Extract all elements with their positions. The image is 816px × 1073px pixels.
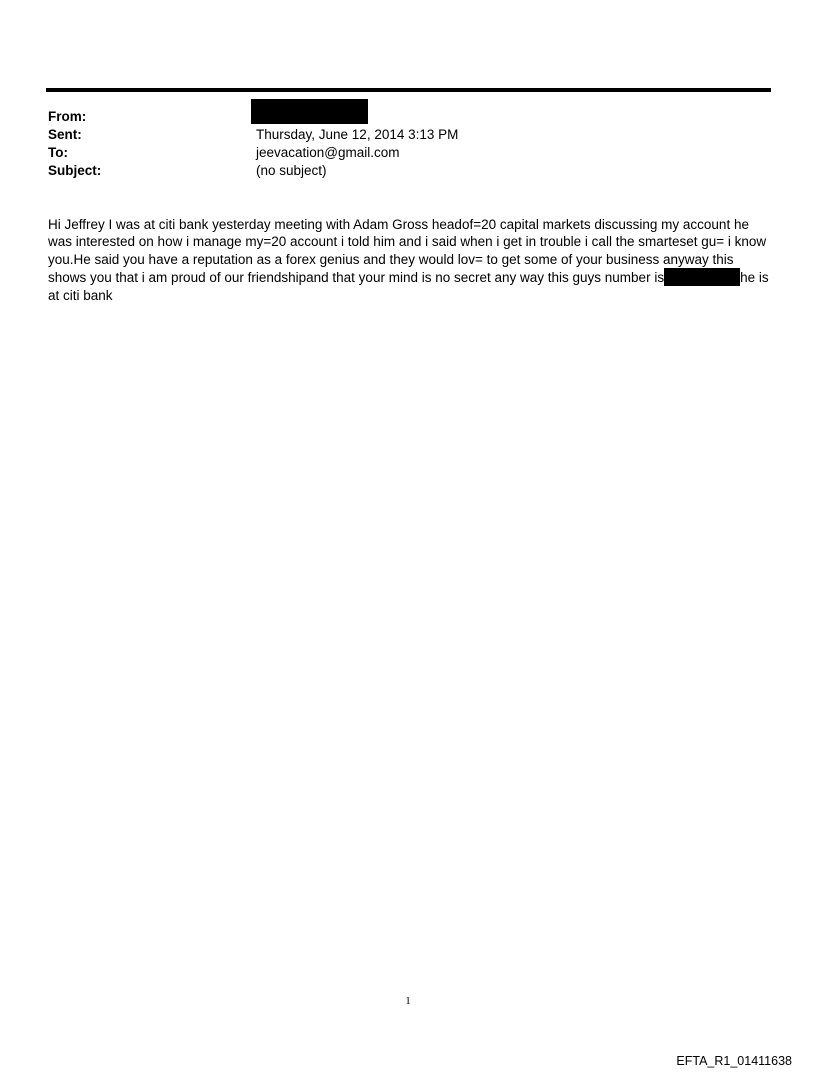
header-rule [46, 88, 771, 92]
subject-value: (no subject) [256, 163, 327, 178]
page-number: 1 [405, 995, 411, 1007]
sent-label: Sent: [48, 127, 82, 142]
email-body-part1: Hi Jeffrey I was at citi bank yesterday meeting with Adam Gross headof=20 capital markets discussing my account he was interested on how i manage my=20 account i told him and i said when i get in trouble i call the smarteset gu= i know you.He said you have a reputation as a forex genius and they would lov= to get some of your business anyway this shows you that i am proud of our friendshipand that your mind is no secret any way this guys number is [48, 217, 767, 286]
subject-label: Subject: [48, 163, 102, 178]
sent-row [48, 126, 768, 144]
email-body [48, 216, 773, 304]
from-row [48, 108, 768, 126]
sent-value: Thursday, June 12, 2014 3:13 PM [256, 127, 459, 142]
to-row [48, 144, 768, 162]
from-value [256, 108, 768, 126]
to-label: To: [48, 145, 68, 160]
email-header [48, 108, 768, 180]
from-label: From: [48, 109, 87, 124]
subject-row [48, 162, 768, 180]
bates-number: EFTA_R1_01411638 [676, 1054, 792, 1068]
to-value: jeevacation@gmail.com [256, 145, 400, 160]
phone-redaction [664, 268, 740, 286]
email-body-part2: he is at citi bank [48, 270, 769, 303]
